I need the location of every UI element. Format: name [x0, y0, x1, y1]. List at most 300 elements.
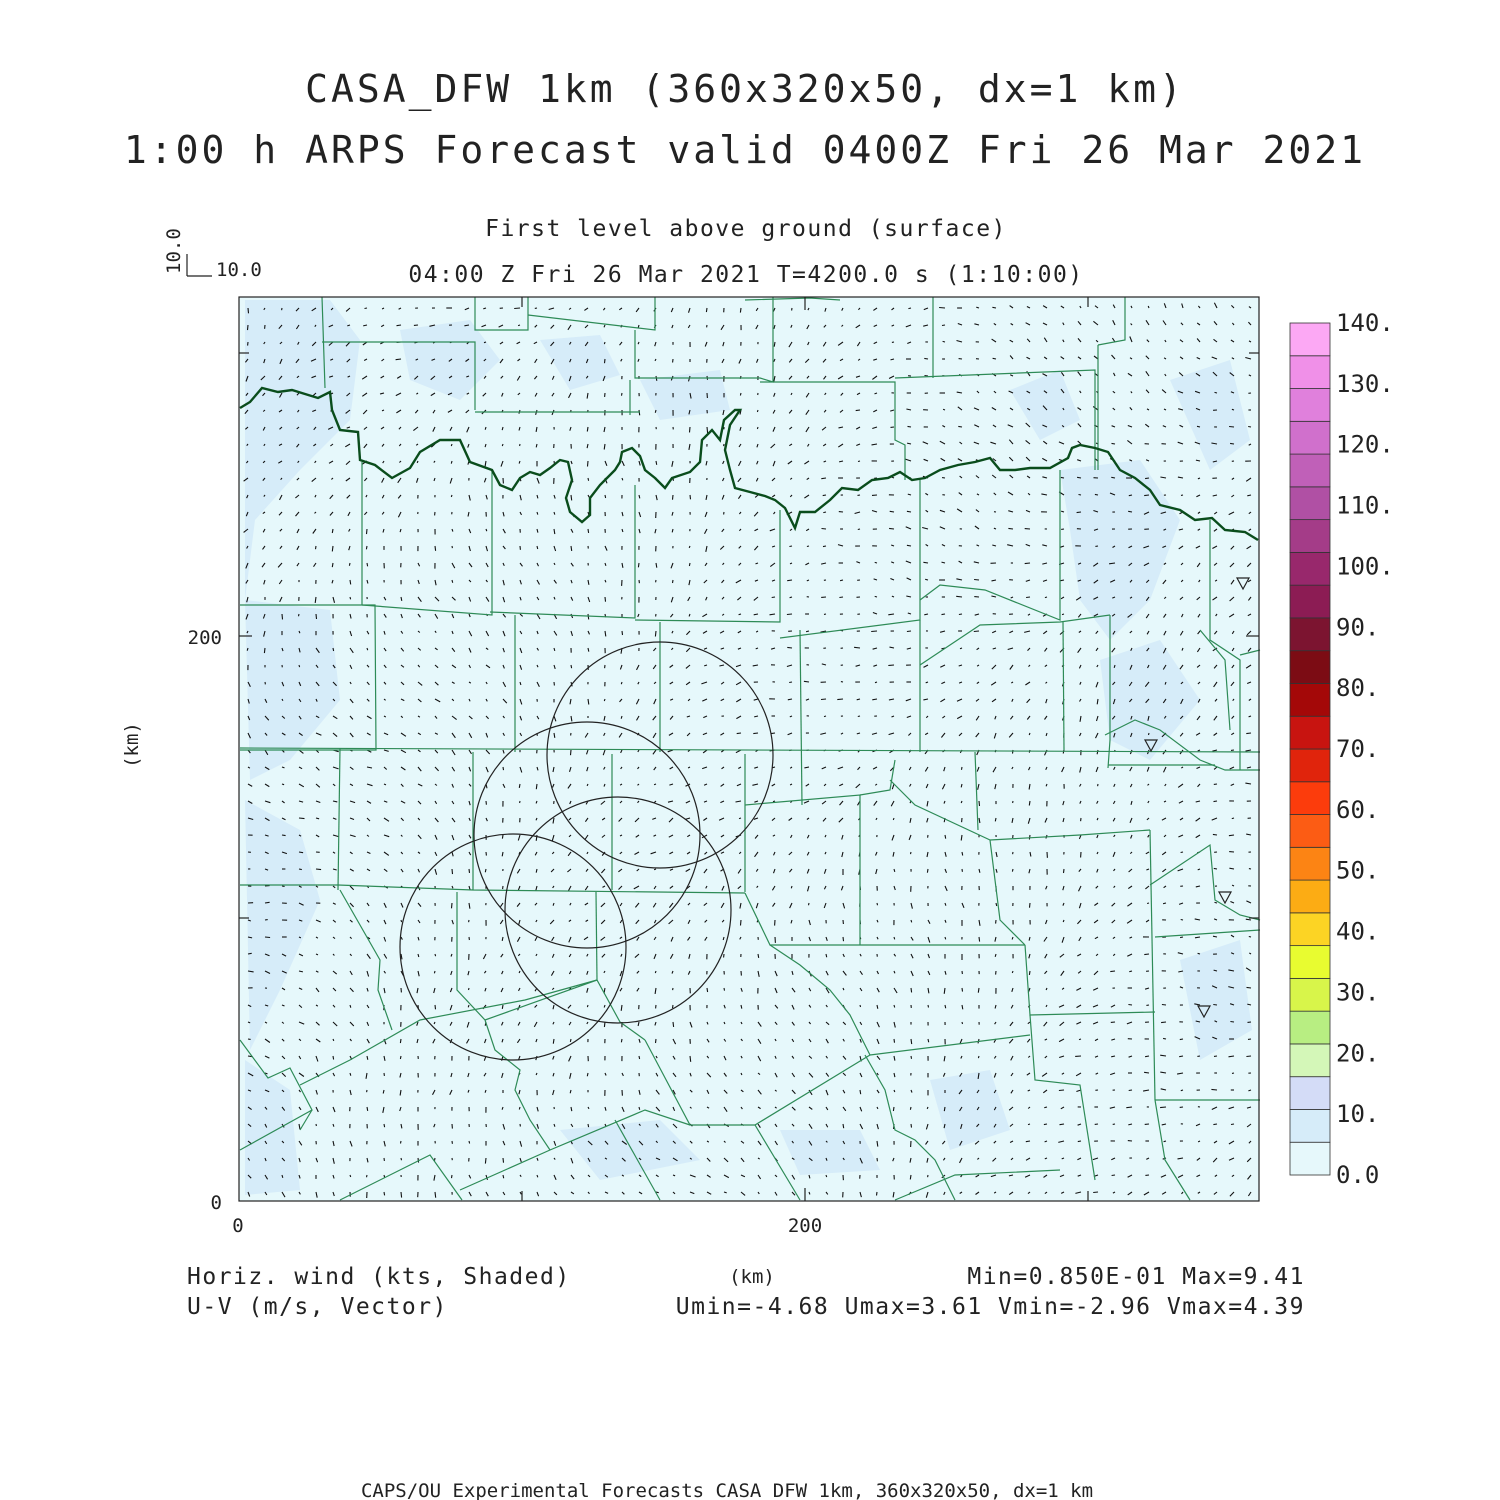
wind-vector — [366, 546, 367, 549]
wind-vector — [996, 903, 997, 906]
wind-vector — [1079, 495, 1082, 496]
wind-vector — [588, 614, 589, 619]
wind-vector — [1213, 1124, 1217, 1125]
wind-vector — [503, 1158, 504, 1163]
wind-vector — [350, 597, 351, 599]
wind-vector — [316, 614, 317, 619]
colorbar-swatch — [1290, 454, 1330, 487]
wind-vector — [1180, 1039, 1183, 1040]
wind-vector — [265, 937, 270, 938]
wind-vector — [944, 1107, 945, 1111]
wind-vector — [400, 1056, 401, 1059]
wind-vector — [739, 818, 741, 819]
wind-vector — [350, 1005, 351, 1008]
wind-vector — [587, 1005, 588, 1007]
wind-vector — [264, 648, 265, 653]
wind-vector — [519, 784, 520, 788]
wind-vector — [787, 647, 792, 648]
colorbar-swatch — [1290, 356, 1330, 389]
wind-vector — [621, 682, 622, 684]
wind-vector — [772, 597, 775, 598]
wind-vector — [875, 562, 877, 563]
wind-vector — [435, 954, 436, 956]
wind-vector — [1163, 1038, 1166, 1039]
wind-vector — [605, 495, 606, 498]
wind-vector — [587, 427, 588, 432]
wind-vector — [469, 988, 470, 990]
wind-vector — [639, 1056, 640, 1059]
wind-vector — [451, 461, 452, 464]
wind-vector — [907, 511, 911, 512]
wind-vector — [894, 869, 895, 872]
wind-vector — [856, 410, 860, 411]
wind-vector — [1044, 1107, 1047, 1108]
wind-vector — [1230, 443, 1234, 444]
colorbar-swatch — [1290, 552, 1330, 585]
wind-vector — [485, 1158, 486, 1164]
wind-vector — [894, 1039, 895, 1043]
wind-vector — [434, 971, 435, 973]
wind-vector — [1215, 392, 1218, 393]
wind-vector — [843, 937, 844, 941]
wind-vector — [924, 358, 928, 359]
wind-vector — [907, 631, 911, 632]
wind-vector — [959, 614, 962, 615]
wind-vector — [1181, 920, 1183, 921]
wind-vector — [537, 1175, 538, 1177]
wind-vector — [875, 596, 877, 597]
wind-vector — [654, 869, 656, 870]
wind-vector — [707, 988, 708, 992]
wind-vector — [739, 614, 741, 615]
wind-vector — [1215, 902, 1218, 903]
wind-vector — [857, 699, 860, 700]
wind-vector — [622, 393, 623, 396]
wind-vector — [928, 1005, 929, 1008]
wind-vector — [942, 325, 945, 326]
wind-vector — [1128, 1005, 1132, 1006]
wind-vector — [773, 801, 775, 802]
wind-vector — [890, 511, 894, 512]
wind-vector — [1144, 1072, 1149, 1073]
wind-vector — [502, 835, 503, 839]
wind-vector — [1181, 1090, 1183, 1091]
wind-vector — [925, 376, 929, 377]
wind-vector — [1029, 801, 1030, 806]
wind-vector — [622, 478, 623, 480]
wind-vector — [401, 597, 402, 601]
wind-vector — [962, 767, 963, 770]
wind-vector — [740, 393, 741, 396]
colorbar-swatch — [1290, 389, 1330, 422]
wind-vector — [822, 529, 827, 530]
colorbar-swatch — [1290, 946, 1330, 979]
wind-vector — [1129, 1090, 1132, 1091]
wind-vector — [518, 325, 520, 326]
footer-credit: CAPS/OU Experimental Forecasts CASA DFW 1km, 360x320x50, dx=1 km — [360, 1480, 1094, 1500]
wind-vector — [384, 1175, 385, 1177]
wind-vector — [824, 716, 826, 717]
wind-vector — [656, 1039, 657, 1043]
wind-vector — [995, 954, 996, 957]
wind-vector — [621, 716, 622, 719]
wind-vector — [1114, 665, 1115, 668]
colorbar — [1290, 309, 1394, 1189]
wind-vector — [939, 308, 945, 309]
wind-vector — [605, 359, 606, 363]
wind-vector — [911, 920, 912, 922]
wind-vector — [554, 512, 555, 515]
wind-vector — [588, 1124, 589, 1127]
wind-vector — [1164, 1141, 1166, 1142]
wind-vector — [858, 461, 860, 462]
wind-vector — [486, 529, 487, 531]
wind-vector — [926, 682, 928, 683]
wind-vector — [1249, 716, 1251, 717]
wind-vector — [1144, 954, 1149, 955]
wind-vector — [571, 546, 572, 551]
x-axis-label: (km) — [729, 1266, 775, 1288]
wind-vector — [468, 1005, 469, 1007]
wind-vector — [894, 937, 895, 939]
wind-vector — [737, 733, 741, 734]
colorbar-swatch — [1290, 1142, 1330, 1175]
colorbar-swatch — [1290, 683, 1330, 716]
wind-vector — [384, 1192, 385, 1195]
wind-vector — [826, 954, 827, 957]
wind-vector — [401, 920, 402, 922]
wind-vector — [282, 784, 284, 785]
wind-vector — [655, 631, 656, 637]
wind-vector — [1128, 511, 1132, 512]
colorbar-label: 0.0 — [1336, 1161, 1380, 1189]
wind-vector — [265, 902, 270, 903]
wind-vector — [1077, 477, 1081, 478]
wind-vector — [365, 308, 368, 309]
wind-vector — [1062, 614, 1064, 615]
wind-vector — [571, 665, 572, 668]
wind-vector — [1229, 427, 1234, 428]
wind-vector — [1044, 1124, 1047, 1125]
wind-vector — [840, 580, 843, 581]
wind-vector — [332, 563, 333, 567]
wind-vector — [299, 665, 300, 667]
wind-vector — [690, 427, 691, 432]
wind-vector — [452, 903, 453, 908]
wind-vector — [809, 903, 810, 905]
wind-vector — [1230, 1022, 1234, 1023]
wind-vector — [1214, 868, 1217, 869]
wind-vector — [299, 614, 300, 616]
wind-vector — [787, 580, 792, 581]
colorbar-swatch — [1290, 978, 1330, 1011]
wind-vector — [367, 1175, 368, 1177]
wind-vector — [553, 1039, 554, 1044]
wind-vector — [993, 358, 996, 359]
wind-vector — [893, 1107, 894, 1111]
wind-vector — [945, 835, 946, 839]
wind-vector — [588, 529, 589, 533]
wind-vector — [1197, 426, 1200, 427]
wind-vector — [483, 308, 486, 309]
colorbar-label: 80. — [1336, 674, 1380, 703]
colorbar-swatch — [1290, 487, 1330, 520]
wind-vector — [1148, 306, 1149, 308]
wind-vector — [1163, 903, 1166, 904]
colorbar-swatch — [1290, 585, 1330, 618]
wind-vector — [1095, 494, 1098, 495]
wind-vector — [367, 563, 368, 566]
wind-vector — [247, 648, 248, 651]
title-line-1: CASA_DFW 1km (360x320x50, dx=1 km) — [305, 67, 1185, 111]
wind-vector — [889, 528, 894, 529]
wind-vector — [807, 546, 809, 547]
wind-vector — [316, 818, 319, 819]
wind-vector — [771, 733, 775, 734]
wind-vector — [877, 903, 878, 905]
wind-vector — [943, 409, 945, 410]
wind-vector — [979, 937, 980, 942]
wind-vector — [826, 1175, 827, 1177]
wind-vector — [978, 1056, 979, 1058]
wind-vector — [400, 1039, 401, 1043]
wind-vector — [639, 410, 640, 415]
wind-vector — [1126, 1107, 1132, 1108]
wind-vector — [690, 1056, 691, 1062]
colorbar-label: 10. — [1336, 1100, 1380, 1129]
wind-vector — [1213, 834, 1217, 835]
wind-vector — [299, 852, 303, 853]
wind-vector — [588, 648, 589, 652]
wind-vector — [1149, 733, 1150, 735]
wind-vector — [927, 1107, 928, 1109]
wind-vector — [502, 444, 503, 446]
wind-vector — [536, 869, 537, 873]
colorbar-swatch — [1290, 323, 1330, 356]
wind-vector — [893, 818, 894, 820]
wind-vector — [604, 1005, 605, 1008]
wind-vector — [638, 563, 639, 567]
wind-vector — [821, 478, 826, 479]
wind-vector — [367, 1107, 368, 1111]
wind-vector — [350, 1073, 351, 1076]
wind-vector — [248, 308, 249, 313]
colorbar-label: 90. — [1336, 613, 1380, 642]
wind-vector — [910, 1107, 911, 1110]
wind-vector — [911, 1039, 912, 1044]
wind-vector — [1045, 597, 1047, 598]
shaded-field-legend: Horiz. wind (kts, Shaded) — [187, 1264, 571, 1290]
wind-vector — [978, 988, 979, 993]
wind-vector — [1063, 920, 1064, 922]
wind-vector — [571, 750, 572, 755]
wind-vector — [332, 546, 333, 551]
colorbar-swatch — [1290, 1077, 1330, 1110]
wind-vector — [927, 869, 928, 873]
wind-vector — [911, 988, 912, 992]
wind-vector — [367, 529, 368, 534]
min-max-stats: Min=0.850E-01 Max=9.41 — [967, 1264, 1305, 1290]
wind-vector — [804, 681, 809, 682]
wind-vector — [706, 308, 707, 312]
wind-vector — [333, 1056, 334, 1060]
wind-vector — [837, 699, 843, 700]
wind-vector — [673, 1175, 675, 1176]
colorbar-swatch — [1290, 749, 1330, 782]
wind-vector — [484, 342, 486, 343]
wind-vector — [316, 869, 321, 870]
wind-vector — [469, 869, 470, 873]
wind-vector — [1145, 478, 1149, 479]
wind-vector — [877, 1192, 878, 1196]
wind-vector — [942, 614, 946, 615]
wind-vector — [604, 342, 605, 344]
wind-vector — [1110, 971, 1115, 972]
wind-vector — [451, 495, 452, 497]
wind-vector — [943, 341, 945, 342]
wind-vector — [992, 307, 996, 308]
colorbar-label: 130. — [1336, 369, 1394, 398]
wind-vector — [588, 478, 589, 481]
wind-vector — [908, 426, 912, 427]
wind-vector — [911, 1124, 912, 1128]
wind-vector — [299, 869, 302, 870]
wind-vector — [974, 631, 979, 632]
colorbar-label: 60. — [1336, 795, 1380, 824]
wind-vector — [741, 920, 742, 926]
wind-vector — [435, 1192, 436, 1198]
wind-vector — [1248, 427, 1251, 428]
wind-vector — [1232, 409, 1234, 410]
wind-vector — [843, 1124, 844, 1128]
wind-vector — [1111, 477, 1115, 478]
wind-vector — [1129, 971, 1132, 972]
wind-vector — [823, 495, 826, 496]
wind-vector — [673, 1022, 674, 1027]
wind-vector — [724, 988, 725, 991]
colorbar-label: 140. — [1336, 309, 1394, 337]
wind-vector — [1059, 1090, 1064, 1091]
wind-vector — [1247, 987, 1252, 988]
wind-vector — [673, 495, 674, 500]
wind-vector — [1060, 1124, 1065, 1125]
wind-vector — [860, 1090, 861, 1094]
wind-vector — [451, 444, 452, 446]
wind-vector — [514, 308, 520, 309]
wind-vector — [1029, 971, 1030, 975]
wind-vector — [485, 427, 486, 430]
wind-vector — [962, 1022, 963, 1024]
wind-vector — [789, 546, 792, 547]
wind-vector — [452, 1175, 453, 1178]
wind-vector — [823, 512, 826, 513]
wind-vector — [435, 1158, 436, 1161]
wind-vector — [384, 1124, 385, 1127]
wind-vector — [1112, 443, 1116, 444]
wind-vector — [1026, 597, 1030, 598]
wind-vector — [1093, 1192, 1098, 1193]
wind-vector — [248, 953, 252, 954]
wind-vector — [707, 427, 708, 433]
wind-vector — [1026, 1141, 1030, 1142]
wind-vector — [1162, 1005, 1166, 1006]
wind-vector — [945, 937, 946, 939]
wind-vector — [1213, 936, 1217, 937]
wind-vector — [958, 426, 962, 427]
wind-vector — [282, 835, 286, 836]
wind-vector — [962, 852, 963, 856]
colorbar-label: 70. — [1336, 735, 1380, 763]
wind-vector — [536, 444, 537, 447]
wind-vector — [974, 580, 979, 581]
wind-vector — [908, 308, 911, 309]
wind-vector — [1214, 801, 1218, 802]
wind-vector — [350, 1175, 351, 1177]
wind-vector — [383, 1090, 384, 1094]
wind-vector — [282, 614, 283, 619]
wind-vector — [1181, 852, 1183, 853]
wind-vector — [924, 614, 928, 615]
wind-vector — [871, 631, 877, 632]
colorbar-label: 100. — [1336, 552, 1394, 581]
wind-vector — [877, 1005, 878, 1009]
wind-vector — [396, 359, 401, 360]
wind-vector — [621, 1039, 622, 1042]
wind-vector — [1232, 818, 1234, 819]
colorbar-swatch — [1290, 815, 1330, 848]
wind-vector — [757, 410, 758, 412]
wind-vector — [672, 529, 673, 532]
wind-vector — [502, 1005, 503, 1009]
wind-vector — [1180, 937, 1183, 938]
colorbar-swatch — [1290, 520, 1330, 553]
wind-vector — [741, 1005, 742, 1009]
wind-vector — [740, 308, 741, 313]
wind-vector — [1144, 495, 1149, 496]
wind-vector — [923, 562, 928, 563]
wind-vector — [571, 1107, 572, 1111]
wind-vector — [945, 1005, 946, 1008]
wind-vector — [655, 410, 656, 413]
wind-vector — [1061, 580, 1065, 581]
wind-vector — [689, 563, 690, 566]
wind-vector — [858, 716, 860, 717]
wind-vector — [571, 495, 572, 500]
wind-vector — [418, 954, 419, 957]
wind-vector — [1179, 1056, 1183, 1057]
wind-vector — [894, 1090, 895, 1092]
time-subtitle: 04:00 Z Fri 26 Mar 2021 T=4200.0 s (1:10:00) — [408, 262, 1084, 288]
wind-vector — [753, 733, 758, 734]
colorbar-swatch — [1290, 716, 1330, 749]
wind-vector — [299, 818, 305, 819]
wind-vector — [503, 1175, 504, 1178]
wind-vector — [1213, 1005, 1217, 1006]
wind-vector — [995, 818, 996, 821]
wind-vector — [839, 597, 843, 598]
wind-vector — [367, 1056, 368, 1060]
wind-vector — [689, 546, 690, 548]
wind-vector — [332, 529, 333, 533]
wind-vector — [350, 580, 351, 584]
wind-vector — [673, 580, 674, 583]
wind-vector — [925, 579, 928, 580]
wind-vector — [333, 1039, 334, 1041]
wind-vector — [435, 546, 436, 551]
wind-vector — [401, 1141, 402, 1144]
wind-vector — [401, 1192, 402, 1198]
wind-vector — [537, 512, 538, 515]
